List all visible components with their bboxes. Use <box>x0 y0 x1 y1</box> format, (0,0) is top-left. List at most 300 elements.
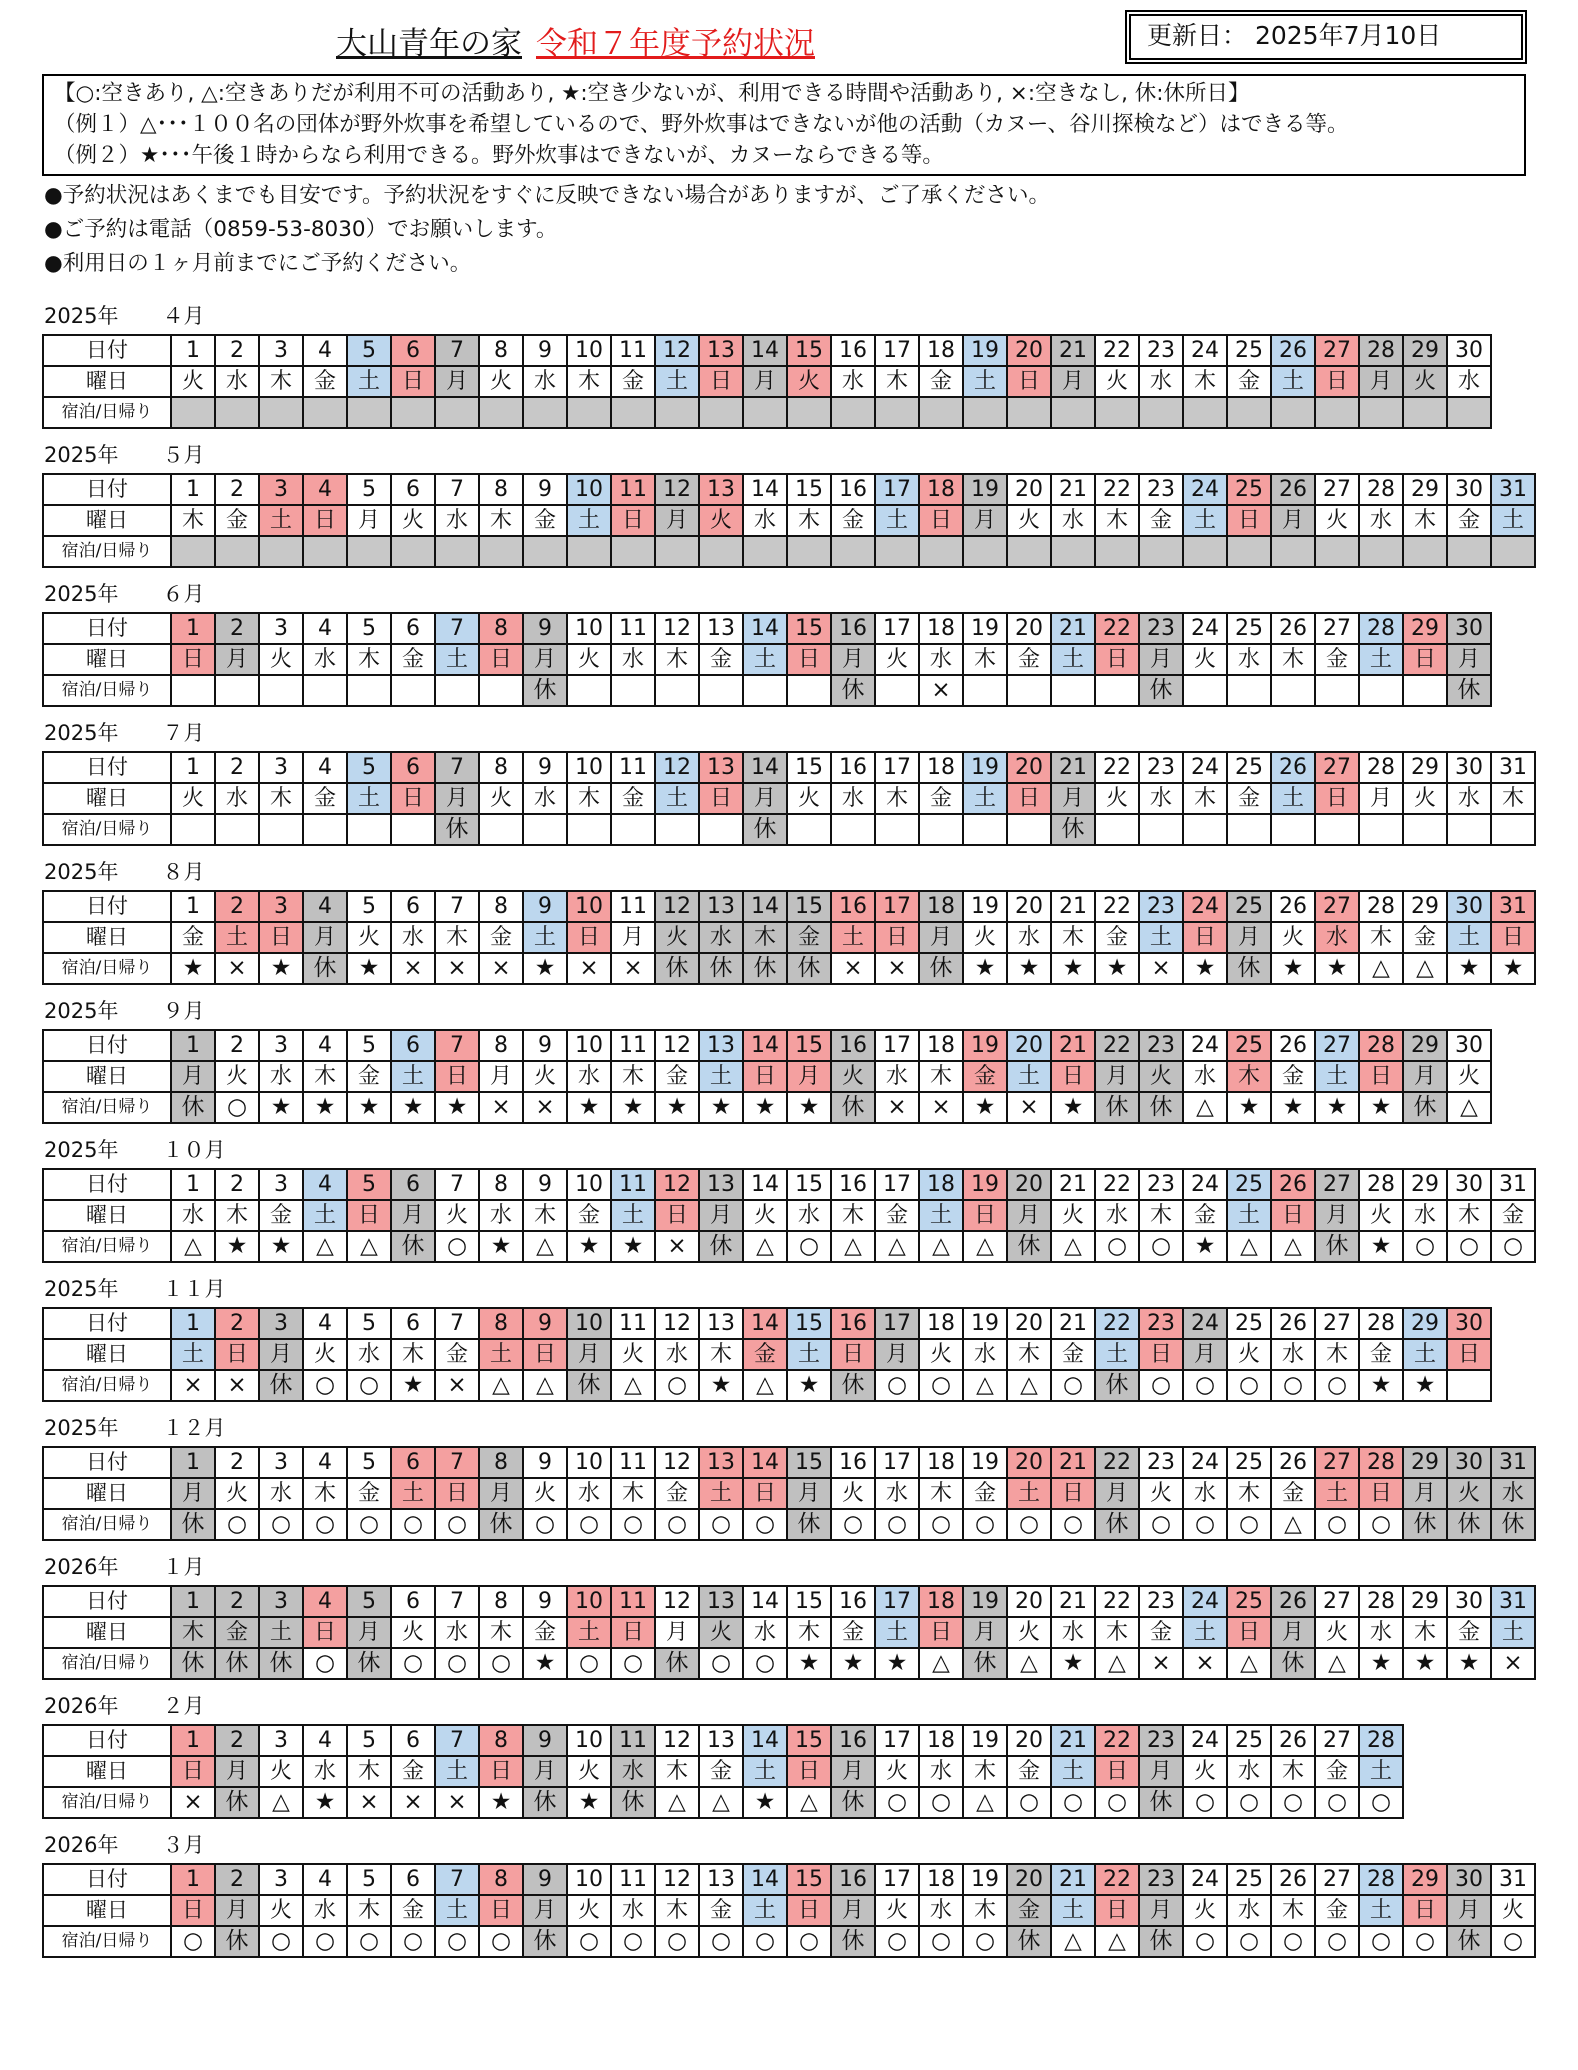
weekday-cell: 金 <box>655 1478 699 1509</box>
availability-cell <box>171 536 215 567</box>
weekday-cell: 木 <box>567 366 611 397</box>
day-cell: 7 <box>435 1308 479 1339</box>
stay-row <box>43 1648 1535 1679</box>
weekday-cell: 水 <box>1447 783 1491 814</box>
weekday-cell: 水 <box>919 1756 963 1787</box>
weekday-cell: 土 <box>347 366 391 397</box>
date-row <box>43 1030 1491 1061</box>
day-cell: 14 <box>743 474 787 505</box>
weekday-cell: 木 <box>963 644 1007 675</box>
availability-cell <box>1227 814 1271 845</box>
weekday-cell: 水 <box>1359 505 1403 536</box>
day-cell: 20 <box>1007 891 1051 922</box>
availability-cell: ★ <box>303 1092 347 1123</box>
weekday-cell: 木 <box>919 1478 963 1509</box>
availability-cell <box>831 536 875 567</box>
day-cell: 19 <box>963 1586 1007 1617</box>
weekday-cell: 金 <box>215 1617 259 1648</box>
weekday-cell: 金 <box>1183 1200 1227 1231</box>
availability-cell <box>1139 814 1183 845</box>
availability-cell: ○ <box>303 1509 347 1540</box>
weekday-cell: 火 <box>1183 644 1227 675</box>
availability-cell: ○ <box>743 1926 787 1957</box>
availability-cell <box>215 675 259 706</box>
day-cell: 16 <box>831 1169 875 1200</box>
availability-cell: △ <box>919 1648 963 1679</box>
availability-cell: ○ <box>435 1926 479 1957</box>
availability-cell: △ <box>1183 1092 1227 1123</box>
day-cell: 25 <box>1227 1864 1271 1895</box>
weekday-cell: 火 <box>1403 366 1447 397</box>
day-cell: 8 <box>479 891 523 922</box>
day-cell: 26 <box>1271 1725 1315 1756</box>
availability-cell <box>259 814 303 845</box>
availability-cell: 休 <box>831 675 875 706</box>
availability-cell <box>567 397 611 428</box>
weekday-cell: 火 <box>1007 1617 1051 1648</box>
day-cell: 9 <box>523 1864 567 1895</box>
weekday-row <box>43 783 1535 814</box>
weekday-cell: 水 <box>1271 1339 1315 1370</box>
day-cell: 15 <box>787 1725 831 1756</box>
weekday-cell: 水 <box>875 1478 919 1509</box>
availability-cell <box>787 397 831 428</box>
availability-cell: ○ <box>567 1509 611 1540</box>
availability-cell: △ <box>523 1370 567 1401</box>
weekday-cell: 金 <box>1007 1756 1051 1787</box>
weekday-cell: 月 <box>215 1756 259 1787</box>
date-row-label: 日付 <box>43 1725 171 1756</box>
availability-cell <box>1491 814 1535 845</box>
availability-cell <box>1007 397 1051 428</box>
weekday-cell: 月 <box>743 783 787 814</box>
availability-cell <box>655 675 699 706</box>
availability-cell <box>919 397 963 428</box>
day-cell: 5 <box>347 1586 391 1617</box>
day-cell: 12 <box>655 1030 699 1061</box>
availability-cell: ★ <box>1491 953 1535 984</box>
day-cell: 30 <box>1447 1864 1491 1895</box>
weekday-cell: 木 <box>699 1339 743 1370</box>
weekday-cell: 日 <box>1051 1478 1095 1509</box>
day-cell: 9 <box>523 1030 567 1061</box>
availability-cell <box>1183 536 1227 567</box>
weekday-cell: 日 <box>963 1200 1007 1231</box>
day-cell: 20 <box>1007 1169 1051 1200</box>
availability-cell: ○ <box>831 1509 875 1540</box>
weekday-cell: 木 <box>1051 922 1095 953</box>
day-cell: 23 <box>1139 1308 1183 1339</box>
availability-cell <box>303 675 347 706</box>
availability-cell <box>391 536 435 567</box>
weekday-cell: 水 <box>919 644 963 675</box>
day-cell: 26 <box>1271 335 1315 366</box>
weekday-row-label: 曜日 <box>43 922 171 953</box>
legend-example-2: （例２）★･･･午後１時からなら利用できる。野外炊事はできないが、カヌーならできる等。 <box>54 143 944 168</box>
month-text: １２月 <box>162 1416 226 1440</box>
weekday-cell: 火 <box>831 1478 875 1509</box>
year-text: 2025年 <box>44 304 119 328</box>
weekday-cell: 月 <box>391 1200 435 1231</box>
weekday-cell: 火 <box>1403 783 1447 814</box>
stay-row <box>43 953 1535 984</box>
weekday-cell: 月 <box>479 1061 523 1092</box>
availability-cell: 休 <box>523 675 567 706</box>
availability-cell: ○ <box>787 1231 831 1262</box>
availability-cell: 休 <box>1095 1509 1139 1540</box>
day-cell: 10 <box>567 613 611 644</box>
weekday-row <box>43 644 1491 675</box>
weekday-cell: 水 <box>831 366 875 397</box>
date-row-label: 日付 <box>43 474 171 505</box>
availability-cell: × <box>347 1787 391 1818</box>
day-cell: 30 <box>1447 335 1491 366</box>
availability-cell <box>787 814 831 845</box>
weekday-cell: 木 <box>919 1061 963 1092</box>
weekday-cell: 火 <box>1139 1061 1183 1092</box>
day-cell: 17 <box>875 1169 919 1200</box>
day-cell: 27 <box>1315 335 1359 366</box>
weekday-cell: 日 <box>479 644 523 675</box>
day-cell: 31 <box>1491 891 1535 922</box>
availability-cell <box>743 675 787 706</box>
weekday-cell: 土 <box>1315 1061 1359 1092</box>
availability-cell: × <box>215 1370 259 1401</box>
day-cell: 27 <box>1315 613 1359 644</box>
weekday-cell: 火 <box>567 644 611 675</box>
weekday-cell: 日 <box>1051 1061 1095 1092</box>
weekday-cell: 水 <box>787 1200 831 1231</box>
day-cell: 14 <box>743 1586 787 1617</box>
day-cell: 6 <box>391 1725 435 1756</box>
weekday-cell: 土 <box>391 1478 435 1509</box>
availability-cell: ★ <box>479 1787 523 1818</box>
month-table <box>42 890 1536 985</box>
weekday-cell: 水 <box>611 644 655 675</box>
day-cell: 8 <box>479 1864 523 1895</box>
year-text: 2026年 <box>44 1555 119 1579</box>
weekday-cell: 金 <box>1315 1895 1359 1926</box>
day-cell: 1 <box>171 474 215 505</box>
weekday-cell: 火 <box>523 1478 567 1509</box>
day-cell: 22 <box>1095 1030 1139 1061</box>
weekday-row <box>43 366 1491 397</box>
day-cell: 6 <box>391 1308 435 1339</box>
weekday-cell: 月 <box>1139 1756 1183 1787</box>
availability-cell: ○ <box>1403 1926 1447 1957</box>
stay-row-label: 宿泊/日帰り <box>43 814 171 845</box>
availability-cell: ★ <box>391 1092 435 1123</box>
day-cell: 20 <box>1007 613 1051 644</box>
weekday-cell: 土 <box>743 1895 787 1926</box>
weekday-cell: 火 <box>1315 1617 1359 1648</box>
weekday-row <box>43 1478 1535 1509</box>
weekday-cell: 金 <box>919 783 963 814</box>
note-estimate: ●予約状況はあくまでも目安です。予約状況をすぐに反映できない場合がありますが、ご了承ください。 <box>44 183 1051 208</box>
day-cell: 13 <box>699 335 743 366</box>
day-cell: 19 <box>963 1308 1007 1339</box>
weekday-cell: 日 <box>875 922 919 953</box>
weekday-cell: 土 <box>699 1478 743 1509</box>
day-cell: 11 <box>611 474 655 505</box>
day-cell: 15 <box>787 1864 831 1895</box>
availability-cell: △ <box>963 1370 1007 1401</box>
availability-cell: ○ <box>347 1370 391 1401</box>
availability-cell <box>523 536 567 567</box>
day-cell: 13 <box>699 474 743 505</box>
weekday-cell: 日 <box>655 1200 699 1231</box>
day-cell: 13 <box>699 1169 743 1200</box>
weekday-cell: 金 <box>1139 505 1183 536</box>
availability-cell <box>1007 814 1051 845</box>
day-cell: 10 <box>567 891 611 922</box>
day-cell: 29 <box>1403 1308 1447 1339</box>
weekday-row-label: 曜日 <box>43 1895 171 1926</box>
availability-cell: ○ <box>1491 1926 1535 1957</box>
weekday-cell: 水 <box>1095 1200 1139 1231</box>
day-cell: 2 <box>215 1308 259 1339</box>
month-label <box>44 1134 225 1164</box>
day-cell: 24 <box>1183 752 1227 783</box>
day-cell: 12 <box>655 1725 699 1756</box>
availability-cell: 休 <box>1447 1509 1491 1540</box>
availability-cell: ★ <box>1315 1092 1359 1123</box>
month-label <box>44 1690 204 1720</box>
weekday-cell: 月 <box>787 1061 831 1092</box>
weekday-cell: 水 <box>1315 922 1359 953</box>
weekday-cell: 月 <box>1271 505 1315 536</box>
availability-cell: × <box>1139 953 1183 984</box>
availability-cell: 休 <box>743 953 787 984</box>
availability-cell: 休 <box>655 953 699 984</box>
stay-row <box>43 675 1491 706</box>
availability-cell: 休 <box>831 1787 875 1818</box>
availability-cell: △ <box>1271 1231 1315 1262</box>
day-cell: 2 <box>215 335 259 366</box>
availability-cell: 休 <box>1403 1509 1447 1540</box>
day-cell: 10 <box>567 1308 611 1339</box>
day-cell: 16 <box>831 1864 875 1895</box>
weekday-cell: 木 <box>1227 1061 1271 1092</box>
day-cell: 11 <box>611 752 655 783</box>
availability-cell: × <box>171 1370 215 1401</box>
day-cell: 23 <box>1139 1586 1183 1617</box>
year-text: 2025年 <box>44 999 119 1023</box>
day-cell: 5 <box>347 613 391 644</box>
day-cell: 1 <box>171 1030 215 1061</box>
availability-cell: ★ <box>1051 1092 1095 1123</box>
weekday-cell: 金 <box>347 1061 391 1092</box>
availability-cell: ★ <box>523 953 567 984</box>
day-cell: 19 <box>963 1169 1007 1200</box>
availability-cell: ★ <box>171 953 215 984</box>
weekday-cell: 月 <box>1447 644 1491 675</box>
weekday-cell: 木 <box>391 1339 435 1370</box>
weekday-cell: 火 <box>1447 1061 1491 1092</box>
day-cell: 20 <box>1007 752 1051 783</box>
availability-cell: ○ <box>1139 1509 1183 1540</box>
month-text: １０月 <box>162 1138 226 1162</box>
availability-cell: × <box>567 953 611 984</box>
year-text: 2025年 <box>44 443 119 467</box>
weekday-cell: 金 <box>1403 922 1447 953</box>
day-cell: 21 <box>1051 335 1095 366</box>
day-cell: 3 <box>259 1030 303 1061</box>
availability-cell: 休 <box>435 814 479 845</box>
weekday-cell: 金 <box>787 922 831 953</box>
day-cell: 25 <box>1227 1447 1271 1478</box>
availability-cell: ○ <box>1315 1787 1359 1818</box>
weekday-cell: 金 <box>699 644 743 675</box>
weekday-cell: 月 <box>831 1895 875 1926</box>
weekday-cell: 木 <box>259 366 303 397</box>
availability-cell: ○ <box>1007 1509 1051 1540</box>
weekday-cell: 水 <box>655 1339 699 1370</box>
weekday-cell: 火 <box>391 1617 435 1648</box>
day-cell: 13 <box>699 613 743 644</box>
month-table <box>42 612 1492 707</box>
day-cell: 14 <box>743 613 787 644</box>
availability-cell: × <box>655 1231 699 1262</box>
weekday-cell: 土 <box>303 1200 347 1231</box>
availability-cell: 休 <box>787 953 831 984</box>
day-cell: 14 <box>743 335 787 366</box>
weekday-cell: 火 <box>1095 783 1139 814</box>
weekday-cell: 日 <box>743 1478 787 1509</box>
day-cell: 7 <box>435 1864 479 1895</box>
availability-cell: △ <box>303 1231 347 1262</box>
availability-cell <box>875 814 919 845</box>
weekday-cell: 火 <box>1139 1478 1183 1509</box>
weekday-cell: 日 <box>1403 1895 1447 1926</box>
weekday-cell: 木 <box>1271 1756 1315 1787</box>
weekday-cell: 金 <box>303 783 347 814</box>
date-row <box>43 1725 1403 1756</box>
availability-cell: ○ <box>391 1648 435 1679</box>
month-label <box>44 300 204 330</box>
day-cell: 24 <box>1183 1725 1227 1756</box>
availability-cell: ○ <box>1271 1370 1315 1401</box>
weekday-cell: 月 <box>303 922 347 953</box>
availability-cell: ★ <box>347 953 391 984</box>
availability-cell <box>1051 397 1095 428</box>
weekday-cell: 日 <box>1183 922 1227 953</box>
day-cell: 21 <box>1051 1447 1095 1478</box>
availability-cell: ★ <box>1051 1648 1095 1679</box>
date-row-label: 日付 <box>43 1586 171 1617</box>
weekday-cell: 金 <box>347 1478 391 1509</box>
availability-cell <box>875 675 919 706</box>
availability-cell <box>347 814 391 845</box>
day-cell: 10 <box>567 1864 611 1895</box>
availability-cell <box>699 814 743 845</box>
weekday-cell: 月 <box>1095 1061 1139 1092</box>
weekday-cell: 火 <box>391 505 435 536</box>
weekday-cell: 木 <box>479 505 523 536</box>
date-row-label: 日付 <box>43 1030 171 1061</box>
day-cell: 12 <box>655 891 699 922</box>
weekday-cell: 木 <box>1403 1617 1447 1648</box>
day-cell: 22 <box>1095 1447 1139 1478</box>
day-cell: 3 <box>259 474 303 505</box>
availability-cell <box>523 397 567 428</box>
day-cell: 4 <box>303 1725 347 1756</box>
availability-cell: ○ <box>1007 1787 1051 1818</box>
weekday-cell: 日 <box>1095 644 1139 675</box>
weekday-cell: 水 <box>347 1339 391 1370</box>
day-cell: 30 <box>1447 752 1491 783</box>
date-row <box>43 752 1535 783</box>
day-cell: 22 <box>1095 1864 1139 1895</box>
availability-cell: 休 <box>1095 1370 1139 1401</box>
day-cell: 22 <box>1095 1169 1139 1200</box>
day-cell: 1 <box>171 1169 215 1200</box>
weekday-cell: 木 <box>1447 1200 1491 1231</box>
weekday-cell: 日 <box>699 783 743 814</box>
month-label <box>44 856 204 886</box>
stay-row-label: 宿泊/日帰り <box>43 1926 171 1957</box>
availability-cell <box>963 675 1007 706</box>
day-cell: 11 <box>611 1586 655 1617</box>
weekday-cell: 土 <box>1359 644 1403 675</box>
availability-cell: ○ <box>611 1509 655 1540</box>
day-cell: 6 <box>391 752 435 783</box>
weekday-cell: 金 <box>1447 1617 1491 1648</box>
day-cell: 4 <box>303 474 347 505</box>
day-cell: 11 <box>611 335 655 366</box>
weekday-cell: 土 <box>699 1061 743 1092</box>
availability-cell: ○ <box>655 1926 699 1957</box>
stay-row <box>43 1926 1535 1957</box>
day-cell: 21 <box>1051 1586 1095 1617</box>
availability-cell: 休 <box>215 1926 259 1957</box>
availability-cell <box>611 675 655 706</box>
weekday-cell: 土 <box>347 783 391 814</box>
weekday-cell: 日 <box>831 1339 875 1370</box>
day-cell: 20 <box>1007 1864 1051 1895</box>
availability-cell: ○ <box>567 1648 611 1679</box>
availability-cell <box>1447 397 1491 428</box>
day-cell: 3 <box>259 1864 303 1895</box>
day-cell: 26 <box>1271 891 1315 922</box>
day-cell: 5 <box>347 891 391 922</box>
day-cell: 10 <box>567 1725 611 1756</box>
day-cell: 11 <box>611 1725 655 1756</box>
weekday-cell: 木 <box>303 1478 347 1509</box>
day-cell: 5 <box>347 474 391 505</box>
weekday-cell: 月 <box>1271 1617 1315 1648</box>
availability-cell: ○ <box>1051 1787 1095 1818</box>
day-cell: 24 <box>1183 474 1227 505</box>
weekday-cell: 木 <box>963 1756 1007 1787</box>
day-cell: 29 <box>1403 1864 1447 1895</box>
availability-cell: △ <box>347 1231 391 1262</box>
availability-cell <box>1403 675 1447 706</box>
availability-cell: ★ <box>1403 1370 1447 1401</box>
month-text: ６月 <box>162 582 205 606</box>
day-cell: 17 <box>875 752 919 783</box>
weekday-cell: 土 <box>259 1617 303 1648</box>
day-cell: 30 <box>1447 1447 1491 1478</box>
day-cell: 23 <box>1139 1030 1183 1061</box>
weekday-cell: 木 <box>655 644 699 675</box>
day-cell: 10 <box>567 1447 611 1478</box>
weekday-cell: 金 <box>919 366 963 397</box>
availability-cell: △ <box>1359 953 1403 984</box>
weekday-cell: 水 <box>1227 1756 1271 1787</box>
availability-cell: 休 <box>215 1648 259 1679</box>
day-cell: 4 <box>303 1586 347 1617</box>
